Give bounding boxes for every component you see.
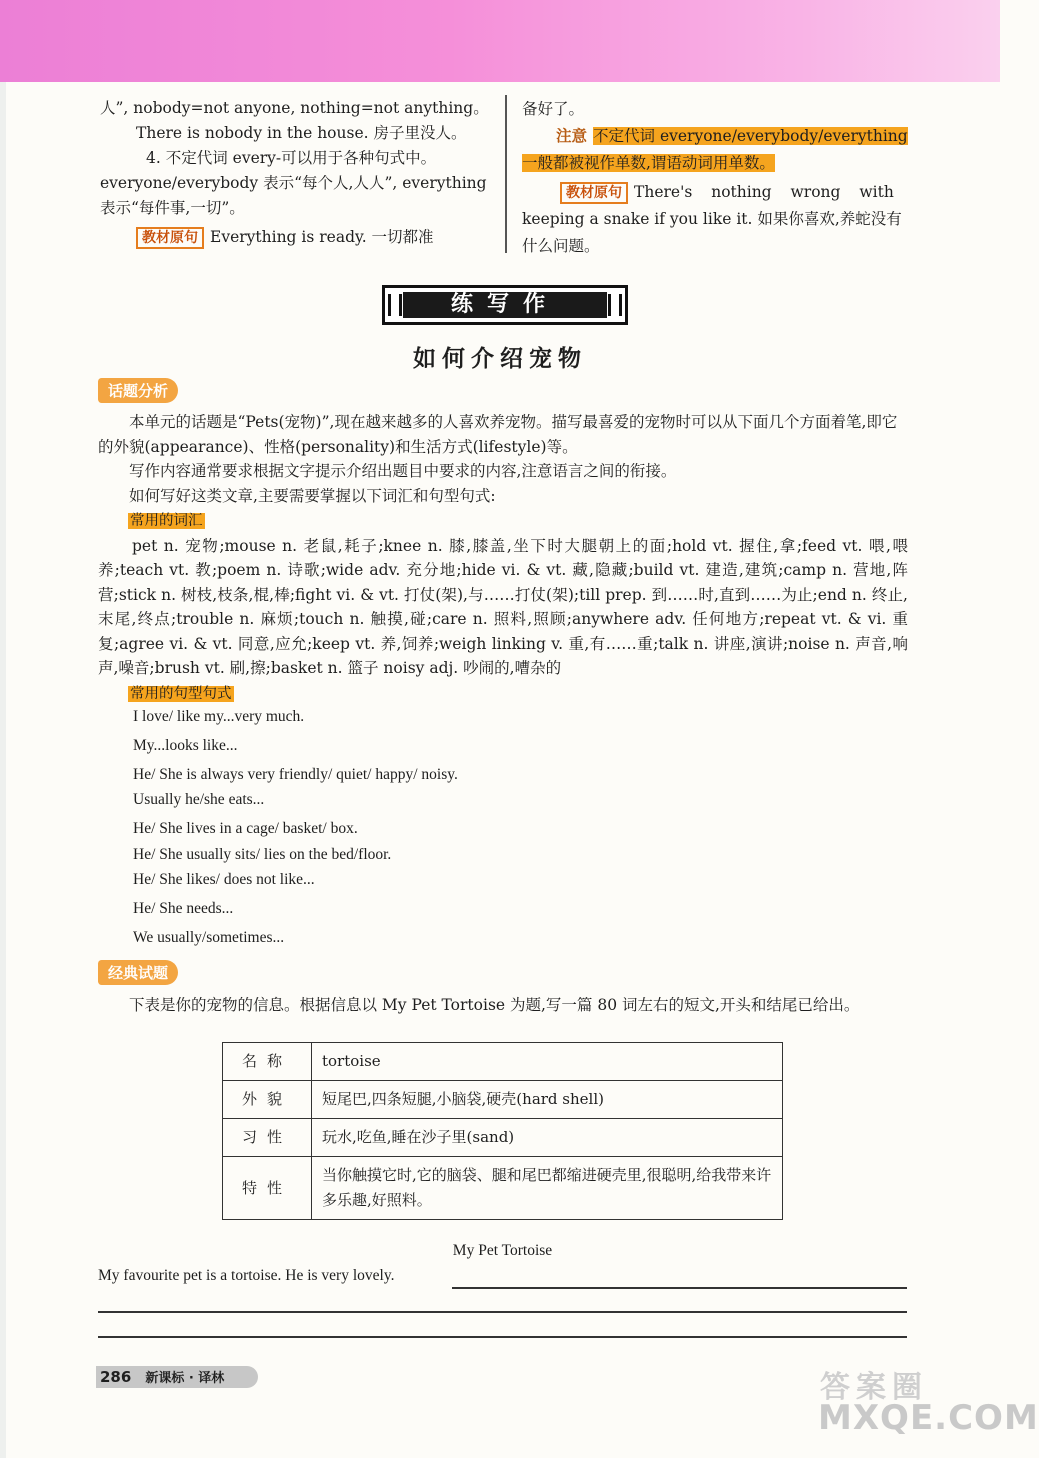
sentence-pattern: He/ She likes/ does not like...: [133, 871, 315, 888]
top-left-column: [100, 96, 495, 250]
table-value: 短尾巴,四条短腿,小脑袋,硬壳(hard shell): [312, 1081, 783, 1119]
sentence-pattern: He/ She usually sits/ lies on the bed/floor.: [133, 846, 392, 863]
section-banner: [382, 285, 628, 325]
table-row: [223, 1119, 783, 1157]
text-line: 人”, nobody=not anyone, nothing=not anything。: [100, 99, 489, 117]
section-banner-text: 练写作: [403, 292, 607, 318]
text-line: everyone/everybody 表示“每个人,人人”, everything: [100, 174, 487, 192]
pet-info-table: [222, 1042, 783, 1220]
classic-exercise-badge: 经典试题: [98, 960, 178, 985]
paragraph: 下表是你的宠物的信息。根据信息以 My Pet Tortoise 为题,写一篇 80 词左右的短文,开头和结尾已给出。: [129, 996, 860, 1014]
text-line: 什么问题。: [522, 237, 600, 255]
point-heading: 4. 不定代词 every-可以用于各种句式中。: [146, 149, 437, 167]
text-line: 表示“每件事,一切”。: [100, 199, 245, 217]
text-line: 备好了。: [522, 100, 585, 118]
note-line: [522, 123, 912, 150]
example-text: There's nothing wrong with: [634, 183, 894, 201]
watermark-logo: 答案圈: [820, 1370, 928, 1405]
page-footer: [96, 1366, 258, 1388]
table-key: 习性: [223, 1119, 312, 1157]
paragraph: 如何写好这类文章,主要需要掌握以下词汇和句型句式:: [129, 486, 496, 505]
table-key: 外貌: [223, 1081, 312, 1119]
sentence-pattern: He/ She needs...: [133, 900, 234, 917]
sentence-pattern: We usually/sometimes...: [133, 929, 285, 946]
textbook-sentence-tag: 教材原句: [560, 182, 628, 204]
example-line: [522, 179, 912, 206]
column-divider: [505, 95, 507, 253]
watermark-url: MXQE.COM: [818, 1398, 1039, 1438]
vocab-list: pet n. 宠物;mouse n. 老鼠,耗子;knee n. 膝,膝盖,坐下时大腿朝上的面;hold vt. 握住,拿;feed vt. 喂,喂养;teach vt. 教;poem n. 诗歌;wide adv. 充分地;hide vi. & vt. 藏,隐藏;build vt. 建造,建筑;camp n. 营地,阵营;stick n. 树枝,枝条,棍,棒;fight vi. & vt. 打仗(架),与……打仗(架);till prep. 到……时,直到……为止;end n. 终止,末尾,终点;trouble n. 麻烦;touch n. 触摸,碰;care n. 照料,照顾;anywhere adv. 任何地方;repeat vt. & vi. 重复;agree vi. & vt. 同意,应允;keep vt. 养,饲养;weigh linking v. 重,有……重;talk n. 讲座,演讲;noise n. 声音,响声,噪音;brush vt. 刷,擦;basket n. 篮子 noisy adj. 吵闹的,嘈杂的: [98, 536, 908, 677]
sentence-label-line: [98, 681, 908, 707]
note-label: 注意: [556, 127, 588, 145]
paragraph: 本单元的话题是“Pets(宠物)”,现在越来越多的人喜欢养宠物。描写最喜爱的宠物时可以从下面几个方面着笔,即它的外貌(appearance)、性格(personality)和生活方式(lifestyle)等。: [98, 413, 898, 456]
example-line: [100, 225, 495, 250]
textbook-sentence-tag: 教材原句: [136, 227, 204, 249]
page-edge: [0, 82, 6, 1458]
book-name: 新课标 · 译林: [145, 1371, 225, 1386]
sentence-pattern: I love/ like my...very much.: [133, 708, 305, 725]
note-text: 一般都被视作单数,谓语动词用单数。: [522, 154, 775, 172]
table-key: 名称: [223, 1043, 312, 1081]
answer-line[interactable]: [452, 1287, 907, 1289]
table-row: [223, 1157, 783, 1220]
topic-analysis-text: [98, 410, 908, 706]
table-value: tortoise: [312, 1043, 783, 1081]
answer-line[interactable]: [98, 1311, 907, 1313]
table-value: 当你触摸它时,它的脑袋、腿和尾巴都缩进硬壳里,很聪明,给我带来许多乐趣,好照料。: [312, 1157, 783, 1220]
header-band: [0, 0, 1000, 82]
text-line: keeping a snake if you like it. 如果你喜欢,养蛇没有: [522, 210, 902, 228]
example-line: There is nobody in the house. 房子里没人。: [136, 124, 467, 142]
vocab-label-line: [98, 508, 908, 534]
sentence-pattern: He/ She lives in a cage/ basket/ box.: [133, 820, 358, 837]
example-text: Everything is ready. 一切都准: [210, 228, 434, 246]
top-right-column: [522, 96, 912, 260]
note-text: 不定代词 everyone/everybody/everything: [593, 127, 908, 145]
topic-analysis-badge: 话题分析: [98, 378, 178, 403]
paragraph: 写作内容通常要求根据文字提示介绍出题目中要求的内容,注意语言之间的衔接。: [129, 462, 677, 480]
sentence-label: 常用的句型句式: [130, 685, 232, 702]
essay-title: My Pet Tortoise: [452, 1242, 553, 1259]
essay-start: My favourite pet is a tortoise. He is very lovely.: [98, 1267, 395, 1284]
table-row: [223, 1043, 783, 1081]
page-title: 如何介绍宠物: [413, 346, 587, 372]
table-row: [223, 1081, 783, 1119]
sentence-pattern: He/ She is always very friendly/ quiet/ happy/ noisy.: [133, 766, 458, 783]
table-value: 玩水,吃鱼,睡在沙子里(sand): [312, 1119, 783, 1157]
vocab-label: 常用的词汇: [130, 513, 203, 529]
answer-line[interactable]: [98, 1336, 907, 1338]
page-number: 286: [100, 1368, 132, 1386]
sentence-pattern: My...looks like...: [133, 737, 238, 754]
note-line: [522, 150, 912, 177]
table-key: 特性: [223, 1157, 312, 1220]
exercise-prompt: [98, 993, 908, 1018]
sentence-pattern: Usually he/she eats...: [133, 791, 265, 808]
